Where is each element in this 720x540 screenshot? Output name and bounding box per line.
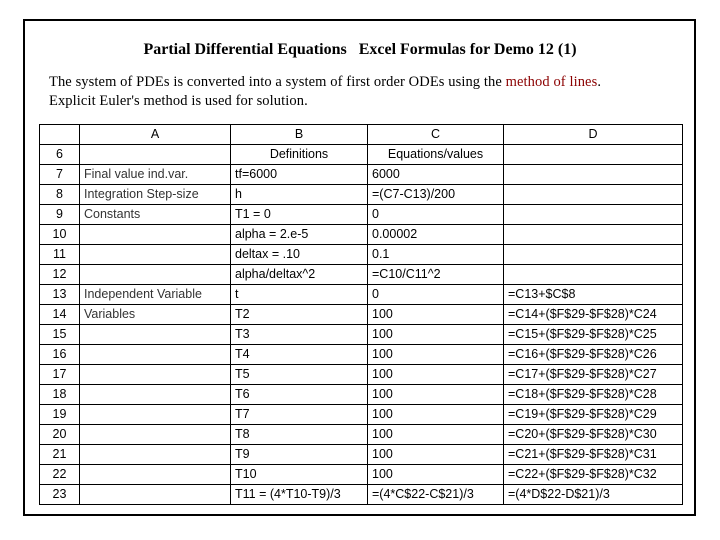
cell-d: =C21+($F$29-$F$28)*C31	[504, 445, 683, 465]
cell-d: =(4*D$22-D$21)/3	[504, 485, 683, 505]
table-row	[40, 185, 683, 205]
cell-c: 0.00002	[368, 225, 504, 245]
cell-d: =C18+($F$29-$F$28)*C28	[504, 385, 683, 405]
table-row	[40, 445, 683, 465]
cell-b: deltax = .10	[231, 245, 368, 265]
intro-line-2: Explicit Euler's method is used for solution.	[49, 93, 308, 109]
row-number-cell: 22	[40, 465, 80, 485]
table-row	[40, 205, 683, 225]
cell-b: T4	[231, 345, 368, 365]
page-title: Partial Differential Equations Excel Formulas for Demo 12 (1)	[143, 41, 577, 58]
cell-c: 100	[368, 365, 504, 385]
row-number-cell: 13	[40, 285, 80, 305]
table-row	[40, 165, 683, 185]
cell-d: =C15+($F$29-$F$28)*C25	[504, 325, 683, 345]
column-header-b: B	[231, 125, 368, 145]
column-header-d: D	[504, 125, 683, 145]
row-number-cell: 7	[40, 165, 80, 185]
cell-c: 100	[368, 405, 504, 425]
cell-b: alpha/deltax^2	[231, 265, 368, 285]
corner-cell	[40, 125, 80, 145]
intro-line-1-start: The system of PDEs is converted into a system of first order ODEs using the	[49, 74, 506, 90]
cell-c: =(4*C$22-C$21)/3	[368, 485, 504, 505]
cell-b: T5	[231, 365, 368, 385]
table-row	[40, 385, 683, 405]
cell-a	[80, 365, 231, 385]
cell-b: h	[231, 185, 368, 205]
cell-d: =C22+($F$29-$F$28)*C32	[504, 465, 683, 485]
row-number-cell: 10	[40, 225, 80, 245]
method-of-lines-highlight: method of lines	[505, 74, 598, 90]
cell-d: =C17+($F$29-$F$28)*C27	[504, 365, 683, 385]
intro-line-1-end: .	[597, 74, 602, 90]
cell-b: T11 = (4*T10-T9)/3	[231, 485, 368, 505]
cell-a	[80, 145, 231, 165]
cell-a	[80, 425, 231, 445]
cell-b: tf=6000	[231, 165, 368, 185]
cell-d	[504, 145, 683, 165]
cell-b: Definitions	[231, 145, 368, 165]
cell-b: T3	[231, 325, 368, 345]
table-row	[40, 245, 683, 265]
row-number-cell: 9	[40, 205, 80, 225]
cell-d	[504, 225, 683, 245]
cell-c: 100	[368, 425, 504, 445]
cell-c: Equations/values	[368, 145, 504, 165]
cell-a: Final value ind.var.	[80, 165, 231, 185]
table-row	[40, 365, 683, 385]
cell-a: Variables	[80, 305, 231, 325]
cell-c: 0.1	[368, 245, 504, 265]
row-number-cell: 18	[40, 385, 80, 405]
cell-d	[504, 165, 683, 185]
table-row	[40, 145, 683, 165]
row-number-cell: 12	[40, 265, 80, 285]
cell-a	[80, 465, 231, 485]
row-number-cell: 8	[40, 185, 80, 205]
row-number-cell: 14	[40, 305, 80, 325]
cell-a	[80, 485, 231, 505]
row-number-cell: 20	[40, 425, 80, 445]
cell-b: T2	[231, 305, 368, 325]
table-row	[40, 345, 683, 365]
table-row	[40, 225, 683, 245]
table-row	[40, 485, 683, 505]
cell-b: T8	[231, 425, 368, 445]
cell-c: 100	[368, 445, 504, 465]
cell-d	[504, 245, 683, 265]
table-row	[40, 325, 683, 345]
row-number-cell: 17	[40, 365, 80, 385]
column-header-a: A	[80, 125, 231, 145]
cell-b: T6	[231, 385, 368, 405]
cell-c: =C10/C11^2	[368, 265, 504, 285]
cell-a	[80, 445, 231, 465]
cell-c: 100	[368, 325, 504, 345]
cell-a	[80, 405, 231, 425]
cell-b: T10	[231, 465, 368, 485]
cell-a	[80, 385, 231, 405]
cell-a	[80, 245, 231, 265]
row-number-cell: 21	[40, 445, 80, 465]
intro-text	[49, 73, 601, 111]
spreadsheet-table	[39, 124, 683, 505]
table-row	[40, 405, 683, 425]
intro-line-1	[49, 73, 601, 92]
cell-b: T9	[231, 445, 368, 465]
cell-d: =C13+$C$8	[504, 285, 683, 305]
row-number-cell: 19	[40, 405, 80, 425]
row-number-cell: 16	[40, 345, 80, 365]
row-number-cell: 23	[40, 485, 80, 505]
cell-d: =C20+($F$29-$F$28)*C30	[504, 425, 683, 445]
row-number-cell: 15	[40, 325, 80, 345]
cell-c: 0	[368, 285, 504, 305]
cell-c: 6000	[368, 165, 504, 185]
cell-c: 100	[368, 465, 504, 485]
cell-d	[504, 205, 683, 225]
cell-d	[504, 185, 683, 205]
cell-d: =C19+($F$29-$F$28)*C29	[504, 405, 683, 425]
table-row	[40, 465, 683, 485]
cell-b: t	[231, 285, 368, 305]
table-row	[40, 265, 683, 285]
cell-a	[80, 225, 231, 245]
column-header-c: C	[368, 125, 504, 145]
cell-c: 100	[368, 305, 504, 325]
cell-b: T7	[231, 405, 368, 425]
row-number-cell: 11	[40, 245, 80, 265]
cell-d: =C14+($F$29-$F$28)*C24	[504, 305, 683, 325]
cell-a: Integration Step-size	[80, 185, 231, 205]
row-number-cell: 6	[40, 145, 80, 165]
cell-c: 0	[368, 205, 504, 225]
table-row	[40, 285, 683, 305]
cell-a	[80, 265, 231, 285]
cell-d	[504, 265, 683, 285]
cell-c: 100	[368, 345, 504, 365]
cell-c: 100	[368, 385, 504, 405]
cell-b: T1 = 0	[231, 205, 368, 225]
cell-a	[80, 345, 231, 365]
cell-d: =C16+($F$29-$F$28)*C26	[504, 345, 683, 365]
table-row	[40, 425, 683, 445]
cell-a	[80, 325, 231, 345]
cell-a: Constants	[80, 205, 231, 225]
table-row	[40, 305, 683, 325]
cell-c: =(C7-C13)/200	[368, 185, 504, 205]
cell-a: Independent Variable	[80, 285, 231, 305]
cell-b: alpha = 2.e-5	[231, 225, 368, 245]
column-header-row	[40, 125, 683, 145]
